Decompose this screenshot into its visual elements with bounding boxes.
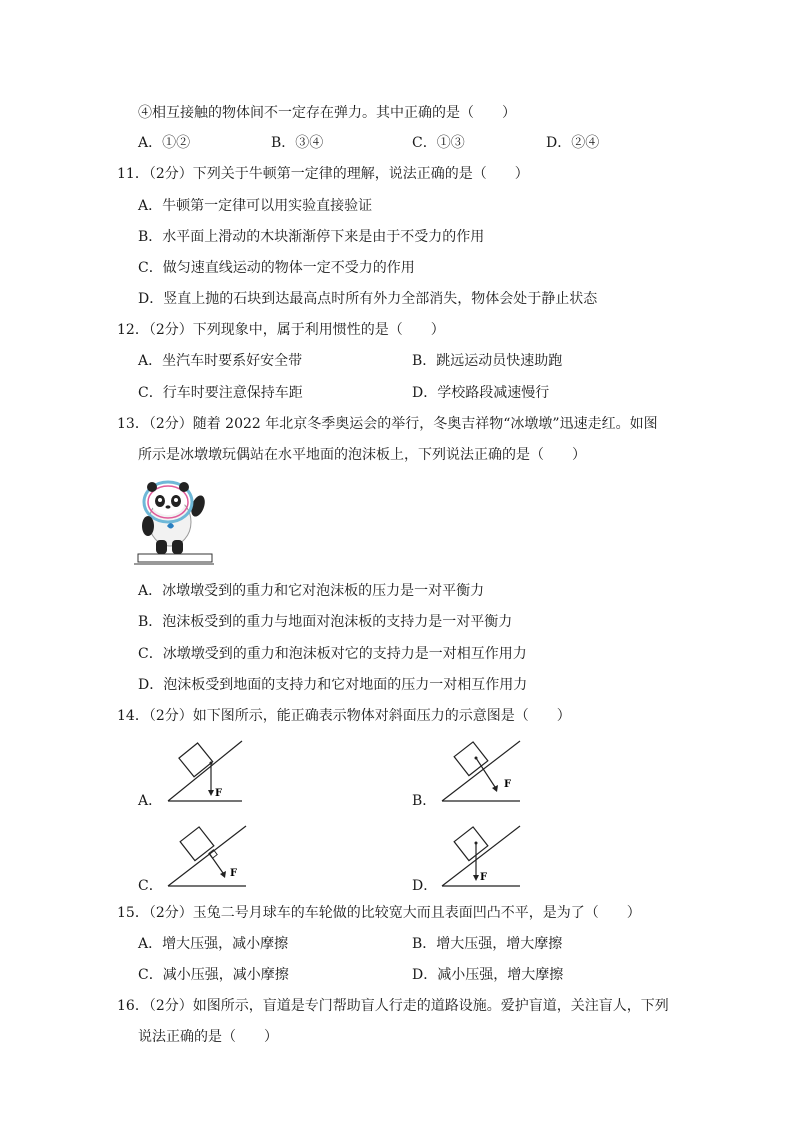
q14-label-d[interactable]: D．	[412, 878, 438, 894]
q11-option-b[interactable]: B．水平面上滑动的木块渐渐停下来是由于不受力的作用	[138, 229, 485, 245]
q13-option-b[interactable]: B．泡沫板受到的重力与地面对泡沫板的支持力是一对平衡力	[138, 614, 513, 630]
q14-label-c[interactable]: C．	[138, 878, 163, 894]
force-label: F	[504, 779, 512, 790]
q13-option-c[interactable]: C．冰墩墩受到的重力和泡沫板对它的支持力是一对相互作用力	[138, 646, 527, 662]
q14-label-b[interactable]: B．	[412, 793, 437, 809]
q16-stem-line2: 说法正确的是（ ）	[138, 1029, 278, 1045]
q15-option-b[interactable]: B．增大压强，增大摩擦	[412, 936, 563, 952]
q11-option-d[interactable]: D．竖直上抛的石块到达最高点时所有外力全部消失，物体会处于静止状态	[138, 291, 598, 307]
q10-statement-4: ④相互接触的物体间不一定存在弹力。其中正确的是（ ）	[138, 105, 516, 121]
q11-option-c[interactable]: C．做匀速直线运动的物体一定不受力的作用	[138, 260, 415, 276]
q15-option-d[interactable]: D．减小压强，增大摩擦	[412, 967, 564, 983]
q10-option-d[interactable]: D．②④	[546, 135, 600, 151]
force-label: F	[480, 872, 488, 883]
q12-option-b[interactable]: B．跳远运动员快速助跑	[412, 353, 563, 369]
q15-option-a[interactable]: A．增大压强，减小摩擦	[138, 936, 289, 952]
q12-option-a[interactable]: A．坐汽车时要系好安全带	[138, 353, 303, 369]
q14-diagram-b[interactable]	[434, 733, 528, 807]
q14-stem: 14．（2分）如下图所示，能正确表示物体对斜面压力的示意图是（ ）	[117, 708, 571, 724]
q15-option-c[interactable]: C．减小压强，减小摩擦	[138, 967, 289, 983]
q15-stem: 15．（2分）玉兔二号月球车的车轮做的比较宽大而且表面凹凸不平，是为了（ ）	[117, 905, 641, 921]
q10-option-b[interactable]: B．③④	[271, 135, 324, 151]
mascot-on-foam-board-image	[134, 476, 214, 568]
q13-option-a[interactable]: A．冰墩墩受到的重力和它对泡沫板的压力是一对平衡力	[138, 583, 485, 599]
q10-option-a[interactable]: A．①②	[138, 135, 191, 151]
q11-stem: 11．（2分）下列关于牛顿第一定律的理解，说法正确的是（ ）	[117, 166, 529, 182]
q12-option-d[interactable]: D．学校路段减速慢行	[412, 385, 550, 401]
q13-option-d[interactable]: D．泡沫板受到地面的支持力和它对地面的压力一对相互作用力	[138, 677, 528, 693]
q14-diagram-a[interactable]	[160, 733, 250, 807]
force-label: F	[215, 788, 223, 799]
q14-diagram-d[interactable]	[434, 818, 528, 892]
q13-stem-line2: 所示是冰墩墩玩偶站在水平地面的泡沫板上，下列说法正确的是（ ）	[138, 447, 586, 463]
q13-stem-line1: 13．（2分）随着 2022 年北京冬季奥运会的举行，冬奥吉祥物“冰墩墩”迅速走红。如图	[117, 416, 658, 432]
force-label: F	[230, 868, 238, 879]
q14-label-a[interactable]: A．	[138, 793, 163, 809]
q14-diagram-c[interactable]	[160, 818, 254, 892]
q12-stem: 12．（2分）下列现象中，属于利用惯性的是（ ）	[117, 322, 445, 338]
q10-option-c[interactable]: C．①③	[412, 135, 465, 151]
q16-stem-line1: 16．（2分）如图所示，盲道是专门帮助盲人行走的道路设施。爱护盲道，关注盲人，下列	[117, 998, 669, 1014]
q12-option-c[interactable]: C．行车时要注意保持车距	[138, 385, 303, 401]
q11-option-a[interactable]: A．牛顿第一定律可以用实验直接验证	[138, 198, 373, 214]
